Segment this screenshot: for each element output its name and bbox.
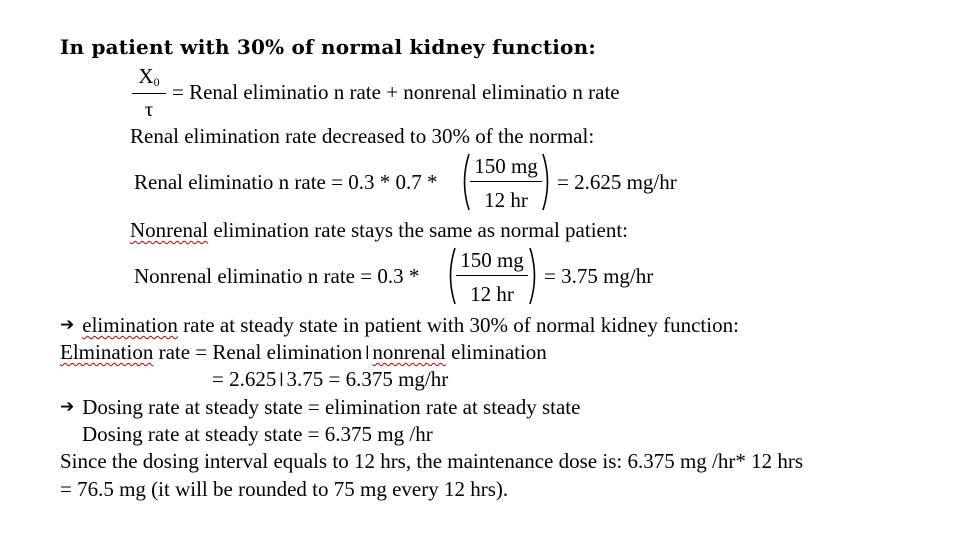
sum-line [212,369,448,390]
slide-title: In patient with 30% of normal kidney function: [60,35,596,59]
eq3-fraction [456,246,528,306]
eq2-lhs: Renal eliminatio n rate = 0.3 * 0.7 * [134,170,438,194]
eq1-numerator-sub: 0 [153,75,160,89]
sum-part2: 3.75 = 6.375 mg/hr [286,367,449,391]
since-line: Since the dosing interval equals to 12 hrs, the maintenance dose is: 6.375 mg /hr* 12 hrs [60,449,804,473]
eq2-fraction-bar [470,181,542,182]
eq2-rhs: = 2.625 mg/hr [557,170,677,194]
eq2-right-paren [540,152,554,212]
eq1-numerator-x: X [138,64,154,88]
eq3-lhs: Nonrenal eliminatio n rate = 0.3 * [134,264,420,288]
eq3-denominator: 12 hr [470,282,514,306]
nonrenal-same-line [130,220,628,241]
eq1-rhs: = Renal eliminatio n rate + nonrenal eliminatio n rate [172,80,620,104]
eq3-right-paren [527,246,541,306]
steady-state-rest: rate at steady state in patient with 30% of normal kidney function: [177,313,739,337]
eq2-denominator: 12 hr [484,188,528,212]
elmination-word: Elmination [60,340,154,364]
nonrenal-same-rest: elimination rate stays the same as normal patient: [208,218,629,242]
nonrenal-word: Nonrenal [130,218,209,242]
arrow-icon: ➔ [60,315,75,335]
eq3-numerator: 150 mg [460,248,524,272]
eq3-rhs: = 3.75 mg/hr [544,264,654,288]
eq1-numerator [132,66,166,87]
sum-part1: = 2.625 [212,367,277,391]
elmination-part1: rate = Renal elimination [153,340,363,364]
dosing-line-2: Dosing rate at steady state = 6.375 mg /hr [82,422,433,446]
nonrenal-word-2: nonrenal [372,340,446,364]
elimination-word: elimination [82,313,178,337]
eq2-numerator: 150 mg [474,154,538,178]
elmination-part2: elimination [445,340,547,364]
plus-glyph: ǀ [365,344,370,360]
eq1-fraction-bar [132,93,166,94]
elmination-line [60,342,547,363]
plus-glyph-2: ǀ [279,371,284,387]
eq1-denominator: τ [144,97,154,121]
eq2-fraction [470,152,542,212]
dosing-line-1-text: Dosing rate at steady state = elimination rate at steady state [82,395,581,419]
steady-state-line [60,315,739,336]
arrow-icon-2: ➔ [60,397,75,417]
renal-decreased-line: Renal elimination rate decreased to 30% of the normal: [130,124,595,148]
eq3-fraction-bar [456,275,528,276]
dosing-line-1 [60,397,580,418]
eq1-fraction [132,64,166,122]
final-line: = 76.5 mg (it will be rounded to 75 mg every 12 hrs). [60,477,509,501]
